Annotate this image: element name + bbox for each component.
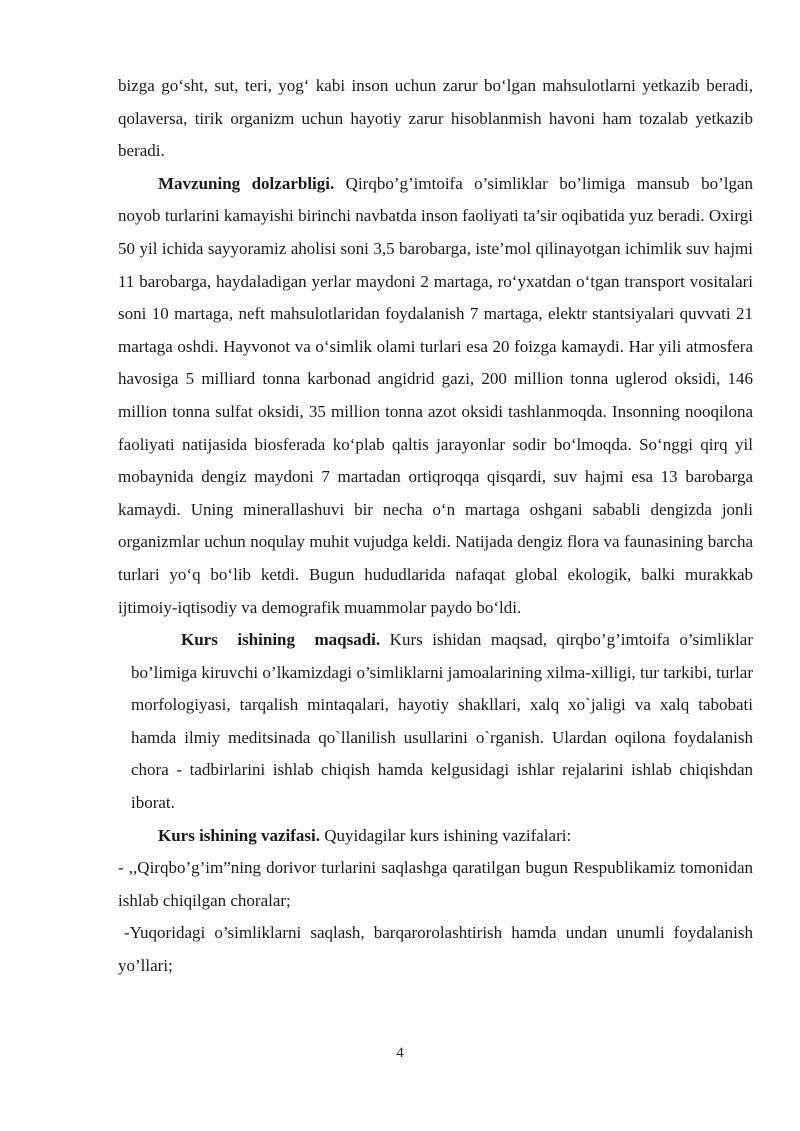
page-number: 4 [396,1045,404,1061]
task-item-2: -Yuqoridagi o’simliklarni saqlash, barqarorolashtirish hamda undan unumli foydalanish yo’llari; [118,923,753,976]
tasks-text: Quyidagilar kurs ishining vazifalari: [324,825,572,845]
tasks-heading: Kurs ishining vazifasi. [158,825,321,845]
document-page [118,70,753,983]
relevance-heading: Mavzuning dolzarbligi. [158,173,335,193]
relevance-text: Qirqbo’g’imtoifa o’simliklar bo’limiga mansub bo’lgan noyob turlarini kamayishi birinchi navbatda inson faoliyati ta’sir oqibatida yuz beradi. Oxirgi 50 yil ichida sayyoramiz aholisi soni 3,5 barobarga, iste’mol qilinayotgan ichimlik suv hajmi 11 barobarga, haydaladigan yerlar maydoni 2 martaga, ro‘yxatdan o‘tgan transport vositalari soni 10 martaga, neft mahsulotlaridan foydalanish 7 martaga, elektr stantsiyalari quvvati 21 martaga oshdi. Hayvonot va o‘simlik olami turlari esa 20 foizga kamaydi. Har yili atmosfera havosiga 5 milliard tonna karbonad angidrid gazi, 200 million tonna uglerod oksidi, 146 million tonna sulfat oksidi, 35 million tonna azot oksidi tashlanmoqda. Insonning nooqilona faoliyati natijasida biosferada ko‘plab qaltis jarayonlar sodir bo‘lmoqda. So‘nggi qirq yil mobaynida dengiz maydoni 7 martadan ortiqroqqa qisqardi, suv hajmi esa 13 barobarga kamaydi. Uning minerallashuvi bir necha o‘n martaga oshgani sababli dengizda jonli organizmlar uchun noqulay muhit vujudga keldi. Natijada dengiz flora va faunasining barcha turlari yo‘q bo‘lib ketdi. Bugun hududlarida nafaqat global ekologik, balki murakkab ijtimoiy-iqtisodiy va demografik muammolar paydo bo‘ldi. [118,173,753,617]
relevance-paragraph [118,168,753,624]
task-item-1: - ,,Qirqbo’g’im”ning dorivor turlarini saqlashga qaratilgan bugun Respublikamiz tomonidan ishlab chiqilgan choralar; [118,858,753,910]
goal-paragraph [118,624,753,820]
goal-heading: Kurs ishining maqsadi. [181,630,381,650]
intro-paragraph: bizga go‘sht, sut, teri, yog‘ kabi inson uchun zarur bo‘lgan mahsulotlarni yetkazib beradi, qolaversa, tirik organizm uchun hayotiy zarur hisoblanmish havoni ham tozalab yetkazib beradi. [118,76,753,161]
goal-text: Kurs ishidan maqsad, qirqbo’g’imtoifa o’simliklar bo’limiga kiruvchi o’lkamizdagi o’simliklarni jamoalarining xilma-xilligi, tur tarkibi, turlar morfologiyasi, tarqalish mintaqalari, hayotiy shakllari, xalq xo`jaligi va xalq tabobati hamda ilmiy meditsinada qo`llanilish usullarini o`rganish. Ulardan oqilona foydalanish chora - tadbirlarini ishlab chiqish hamda kelgusidagi ishlar rejalarini ishlab chiqishdan iborat. [131,630,753,813]
tasks-paragraph [118,820,753,853]
